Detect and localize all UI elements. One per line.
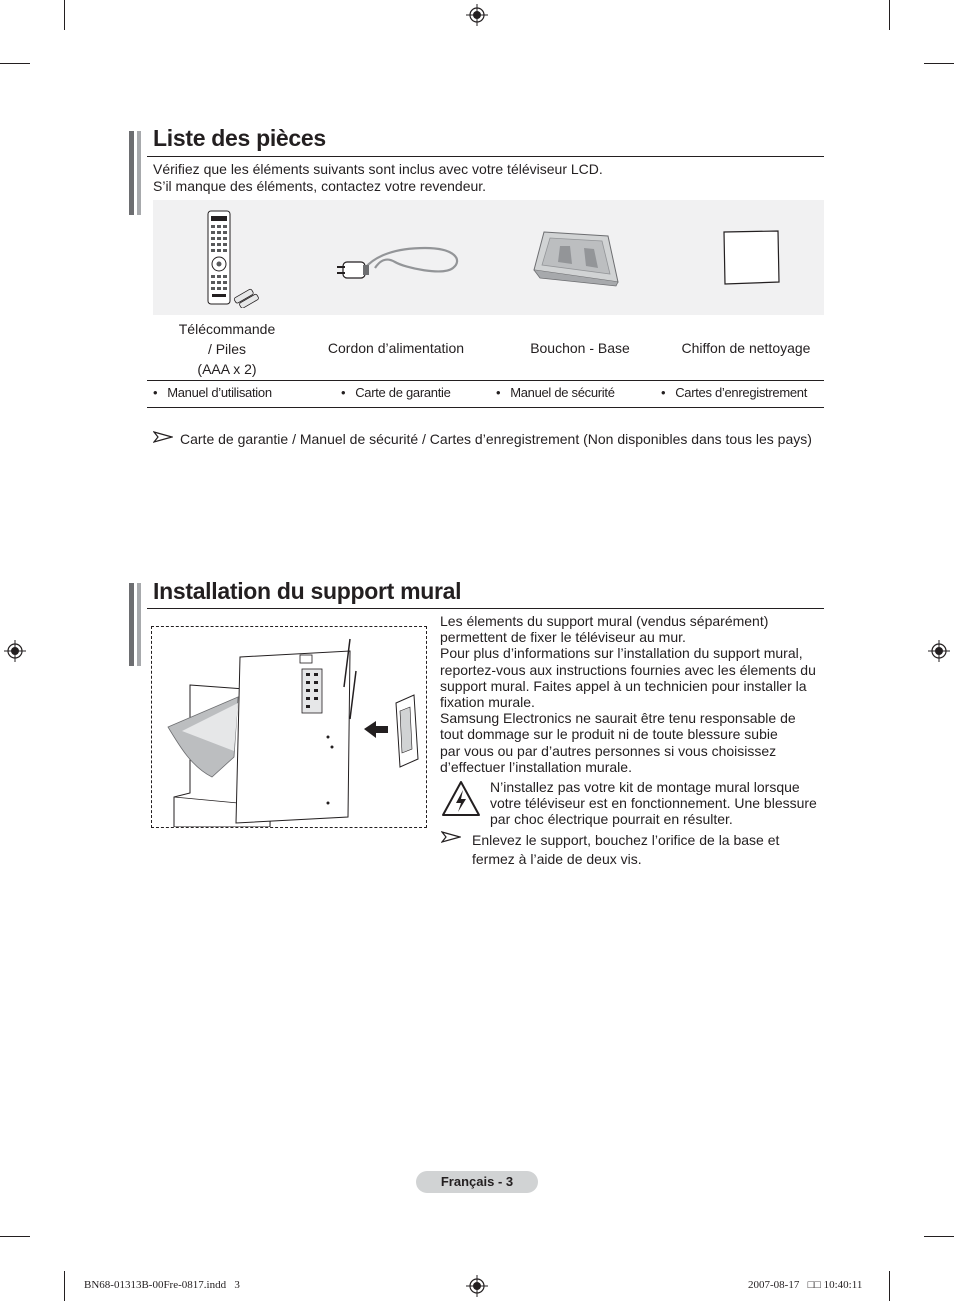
- part-label-power-cord: Cordon d’alimentation: [327, 340, 465, 356]
- registration-mark-icon: [928, 640, 950, 662]
- section-title: Installation du support mural: [153, 578, 462, 604]
- crop-mark: [64, 1271, 65, 1301]
- intro-line: S’il manque des éléments, contactez votre revendeur.: [153, 178, 487, 194]
- registration-mark-icon: [466, 1275, 488, 1297]
- crop-mark: [889, 0, 890, 30]
- section-marker-bar: [129, 131, 134, 215]
- stand-cover-icon: [530, 224, 620, 288]
- print-slug-file: BN68-01313B-00Fre-0817.indd 3: [84, 1279, 240, 1291]
- part-label-remote: Télécommande / Piles (AAA x 2): [178, 321, 276, 377]
- section-rule: [147, 156, 824, 157]
- accessory-item: • Manuel de sécurité: [496, 385, 615, 400]
- crop-mark: [924, 1236, 954, 1237]
- wall-mount-diagram-icon: [152, 627, 426, 827]
- registration-mark-icon: [466, 4, 488, 26]
- crop-mark: [0, 1236, 30, 1237]
- power-cord-icon: [335, 238, 463, 288]
- electric-warning-icon: [441, 780, 481, 818]
- availability-note: Carte de garantie / Manuel de sécurité / Cartes d’enregistrement (Non disponibles dans tous les pays): [180, 431, 812, 447]
- crop-mark: [924, 63, 954, 64]
- section-rule: [147, 608, 824, 609]
- print-slug-date: 2007-08-17 □□ 10:40:11: [748, 1279, 863, 1291]
- part-label-cleaning-cloth: Chiffon de nettoyage: [681, 340, 811, 356]
- note-arrow-icon: [441, 831, 461, 843]
- crop-mark: [64, 0, 65, 30]
- stand-removal-note: Enlevez le support, bouchez l’orifice de la base et fermez à l’aide de deux vis.: [472, 832, 780, 867]
- part-label-stand-cover: Bouchon - Base: [530, 340, 630, 356]
- intro-text: [153, 161, 603, 195]
- warning-text: N’installez pas votre kit de montage mural lorsque votre téléviseur est en fonctionnement. Une blessure par choc électrique pourrait en résulter.: [490, 779, 817, 828]
- page-number-badge: Français - 3: [416, 1171, 538, 1193]
- section-marker-bar: [137, 583, 141, 666]
- accessory-item: • Carte de garantie: [341, 385, 451, 400]
- registration-mark-icon: [4, 640, 26, 662]
- crop-mark: [889, 1271, 890, 1301]
- intro-line: Vérifiez que les éléments suivants sont inclus avec votre téléviseur LCD.: [153, 161, 603, 177]
- cleaning-cloth-icon: [720, 228, 782, 286]
- section-marker-bar: [137, 131, 141, 215]
- note-arrow-icon: [153, 431, 173, 443]
- crop-mark: [0, 63, 30, 64]
- remote-control-icon: [200, 208, 262, 308]
- section-title: Liste des pièces: [153, 125, 326, 151]
- accessory-item: • Manuel d’utilisation: [153, 385, 272, 400]
- accessory-item: • Cartes d’enregistrement: [661, 385, 808, 400]
- wall-mount-paragraph: Les élements du support mural (vendus séparément) permettent de fixer le téléviseur au mur. Pour plus d’informations sur l’installation du support mural, reportez-vous aux instructions fournies avec les élements du support mural. Faites appel à un technicien pour installer la fixation murale. Samsung Electronics ne saurait être tenu responsable de tout dommage sur le produit ni de toute blessure subie par vous ou par d’autres personnes si vous choisissez d’effectuer l’installation murale.: [440, 613, 816, 775]
- table-rule: [147, 407, 824, 408]
- table-rule: [147, 380, 824, 381]
- section-marker-bar: [129, 583, 134, 666]
